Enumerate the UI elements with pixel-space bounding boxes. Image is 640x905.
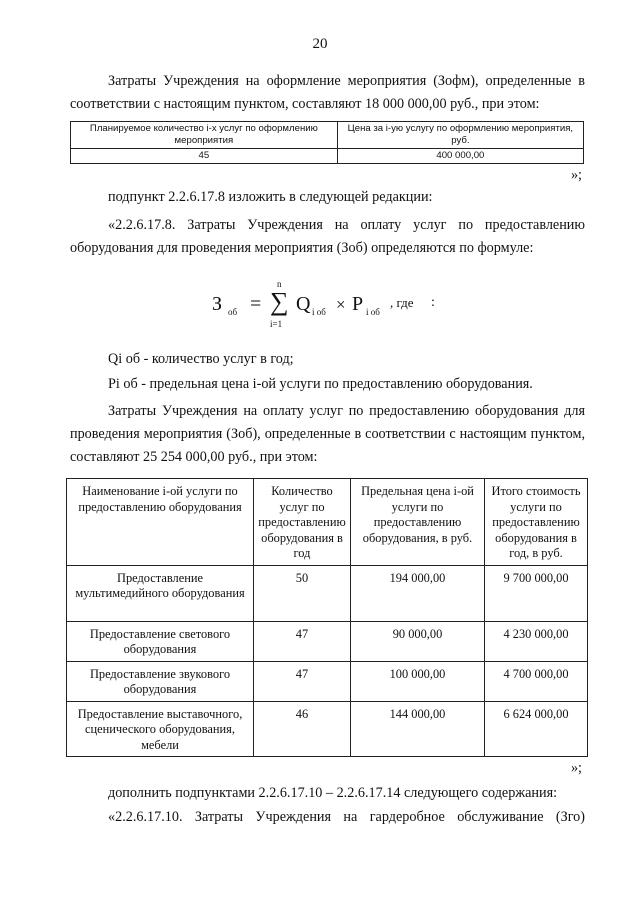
table-cell: Предоставление выставочного, сценического оборудования, мебели bbox=[67, 701, 254, 757]
paragraph-decoration-costs: Затраты Учреждения на оформление мероприятия (Зофм), определенные в соответствии с настоящим пунктом, составляют 18 000 000,00 руб., при этом: bbox=[70, 73, 585, 112]
formula-sum-lower-limit: i=1 bbox=[270, 319, 283, 329]
equipment-cost-formula bbox=[212, 279, 452, 335]
closing-quote: »; bbox=[570, 167, 582, 183]
table-header-cell: Количество услуг по предоставлению оборудования в год bbox=[254, 479, 351, 566]
decoration-services-table bbox=[70, 121, 584, 164]
table-header-cell: Итого стоимость услуги по предоставлению оборудования в год, в руб. bbox=[485, 479, 588, 566]
formula-lhs-subscript: об bbox=[228, 307, 238, 317]
table-cell: 50 bbox=[254, 565, 351, 621]
formula-p: P bbox=[352, 293, 364, 315]
formula-equals: = bbox=[250, 293, 262, 315]
table-cell: 90 000,00 bbox=[351, 621, 485, 661]
paragraph-equipment-formula-intro: «2.2.6.17.8. Затраты Учреждения на оплату услуг по предоставлению оборудования для проведения мероприятия (Зоб) определяются по формуле: bbox=[70, 217, 585, 256]
table-cell: 47 bbox=[254, 621, 351, 661]
table-cell: 9 700 000,00 bbox=[485, 565, 588, 621]
table-row bbox=[67, 701, 588, 757]
table-cell: 4 700 000,00 bbox=[485, 661, 588, 701]
table-cell: 100 000,00 bbox=[351, 661, 485, 701]
table-row bbox=[71, 149, 584, 164]
table-header-row bbox=[71, 122, 584, 149]
table-cell: 47 bbox=[254, 661, 351, 701]
closing-quote-2: »; bbox=[570, 760, 582, 776]
table-cell: 4 230 000,00 bbox=[485, 621, 588, 661]
table-header-cell: Планируемое количество i-х услуг по оформлению мероприятия bbox=[71, 122, 338, 149]
formula-times: × bbox=[336, 295, 346, 314]
table-cell: 194 000,00 bbox=[351, 565, 485, 621]
paragraph-subclause-intro: подпункт 2.2.6.17.8 изложить в следующей редакции: bbox=[108, 189, 433, 205]
table-header-cell: Цена за i-ую услугу по оформлению мероприятия, руб. bbox=[337, 122, 583, 149]
definition-q: Qi об - количество услуг в год; bbox=[108, 351, 294, 367]
formula-p-subscript: i об bbox=[366, 307, 380, 317]
paragraph-add-subclauses: дополнить подпунктами 2.2.6.17.10 – 2.2.6.17.14 следующего содержания: bbox=[108, 785, 558, 801]
formula-q: Q bbox=[296, 293, 311, 315]
equipment-services-table bbox=[66, 478, 588, 757]
formula-sum-upper-limit: n bbox=[277, 279, 282, 289]
formula-q-subscript: i об bbox=[312, 307, 326, 317]
table-header-cell: Предельная цена i-ой услуги по предоставлению оборудования, в руб. bbox=[351, 479, 485, 566]
table-cell: 46 bbox=[254, 701, 351, 757]
table-cell: 6 624 000,00 bbox=[485, 701, 588, 757]
definition-p: Pi об - предельная цена i-ой услуги по предоставлению оборудования. bbox=[108, 376, 533, 392]
table-row bbox=[67, 621, 588, 661]
paragraph-cloakroom-costs: «2.2.6.17.10. Затраты Учреждения на гардеробное обслуживание (Зго) bbox=[108, 809, 585, 825]
paragraph-equipment-costs: Затраты Учреждения на оплату услуг по предоставлению оборудования для проведения мероприятия (Зоб), определенные в соответствии с настоящим пунктом, составляют 25 254 000,00 руб., при этом: bbox=[70, 403, 585, 465]
page-number: 20 bbox=[312, 36, 328, 52]
table-cell: Предоставление звукового оборудования bbox=[67, 661, 254, 701]
table-header-row bbox=[67, 479, 588, 566]
table-header-cell: Наименование i-ой услуги по предоставлению оборудования bbox=[67, 479, 254, 566]
table-row bbox=[67, 661, 588, 701]
table-cell: Предоставление светового оборудования bbox=[67, 621, 254, 661]
formula-lhs: З bbox=[212, 293, 223, 315]
table-cell: Предоставление мультимедийного оборудования bbox=[67, 565, 254, 621]
table-row bbox=[67, 565, 588, 621]
formula-colon: : bbox=[431, 295, 435, 310]
formula-where: , где bbox=[390, 295, 414, 310]
table-cell: 144 000,00 bbox=[351, 701, 485, 757]
table-cell: 45 bbox=[71, 149, 338, 164]
formula-sum-symbol: ∑ bbox=[270, 287, 289, 316]
table-cell: 400 000,00 bbox=[337, 149, 583, 164]
